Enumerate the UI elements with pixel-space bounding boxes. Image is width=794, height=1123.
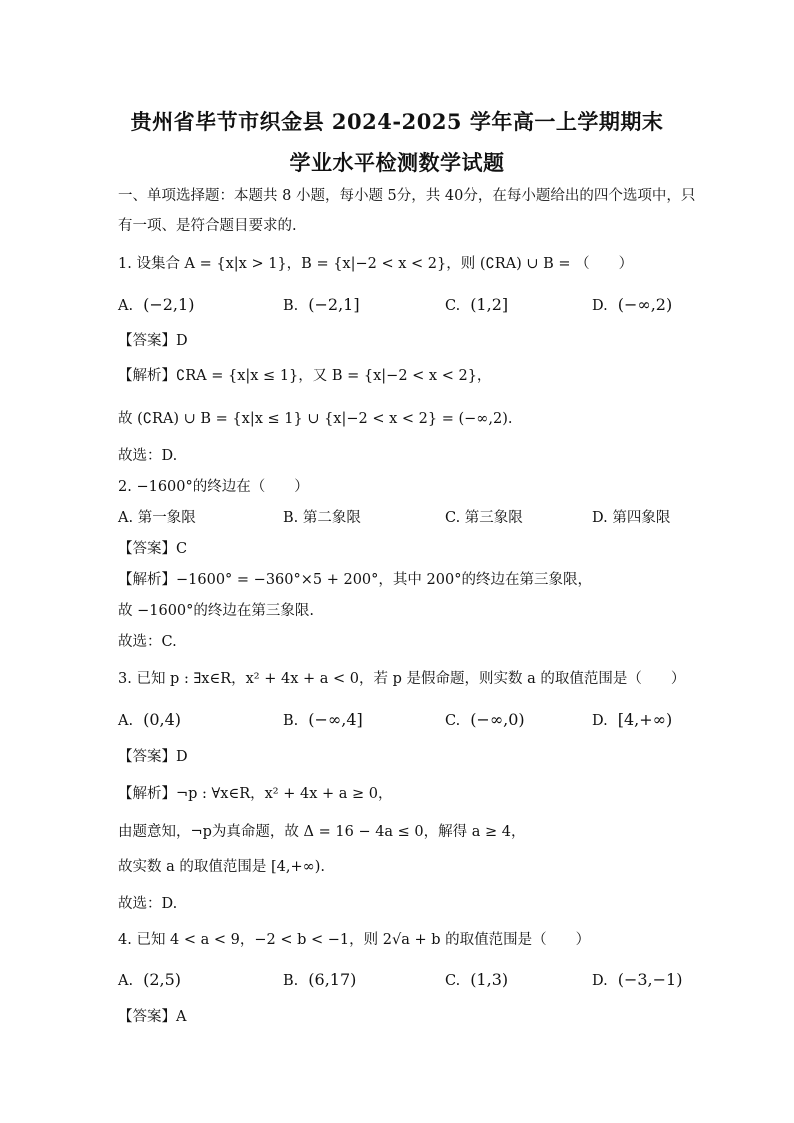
option-label: A. [118,298,134,314]
question-1-option-b [283,295,360,316]
option-value: (0,4) [143,710,182,729]
question-3-stem: 3. 已知 p : ∃x∈R，x² + 4x + a < 0，若 p 是假命题，则实数 a 的取值范围是（ ） [118,671,686,687]
option-label: C. [445,510,461,526]
question-2-option-c [445,508,523,528]
option-value: (−2,1) [143,295,195,314]
question-2-option-d [592,508,670,528]
option-label: D. [592,713,608,729]
question-2-analysis-line1: 【解析】−1600° = −360°×5 + 200°，其中 200°的终边在第三象限， [118,572,592,588]
document-title-line1: 贵州省毕节市织金县 2024-2025 学年高一上学期期末 [130,109,664,134]
question-3-choice: 故选：D. [118,896,178,912]
option-value: (−3,−1) [617,970,683,989]
document-title-line2: 学业水平检测数学试题 [289,150,505,175]
question-3-analysis-line3: 故实数 a 的取值范围是 [4,+∞). [118,859,325,875]
option-label: A. [118,713,134,729]
option-value: (−2,1] [308,295,360,314]
question-1-choice: 故选：D. [118,448,178,464]
question-2-answer: 【答案】C [118,541,188,557]
option-value: 第二象限 [302,510,361,526]
question-2-stem: 2. −1600°的终边在（ ） [118,479,309,495]
option-value: 第四象限 [612,510,671,526]
question-1-option-d [592,295,672,316]
question-4-option-b [283,970,356,991]
option-value: (−∞,2) [617,295,673,314]
question-3-option-c [445,710,525,731]
option-value: (2,5) [143,970,182,989]
question-2-analysis-line2: 故 −1600°的终边在第三象限. [118,603,315,619]
option-label: B. [283,973,299,989]
option-value: (−∞,0) [470,710,525,729]
question-1-analysis-line2: 故 (∁RA) ∪ B = {x|x ≤ 1} ∪ {x|−2 < x < 2} = (−∞,2). [118,411,513,427]
question-4-stem: 4. 已知 4 < a < 9，−2 < b < −1，则 2√a + b 的取值范围是（ ） [118,932,591,948]
option-label: B. [283,298,299,314]
question-3-option-b [283,710,363,731]
question-1-option-a [118,295,194,316]
question-4-option-a [118,970,181,991]
question-1-analysis-line1: 【解析】∁RA = {x|x ≤ 1}，又 B = {x|−2 < x < 2}， [118,368,492,384]
option-label: D. [592,973,608,989]
question-2-option-a [118,508,196,528]
option-value: (−∞,4] [308,710,363,729]
section-heading-line2: 有一项、是符合题目要求的. [118,218,297,234]
question-3-option-a [118,710,181,731]
option-label: D. [592,298,608,314]
option-label: C. [445,713,461,729]
question-1-answer: 【答案】D [118,333,188,349]
question-3-answer: 【答案】D [118,749,188,765]
option-label: B. [283,510,299,526]
option-value: 第一象限 [137,510,196,526]
option-value: 第三象限 [464,510,523,526]
section-heading-line1: 一、单项选择题：本题共 8 小题，每小题 5分，共 40分，在每小题给出的四个选项中，只 [118,188,696,204]
option-value: (1,2] [470,295,509,314]
question-4-option-c [445,970,508,991]
question-2-choice: 故选：C. [118,634,177,650]
question-2-option-b [283,508,361,528]
option-label: C. [445,973,461,989]
question-4-option-d [592,970,682,991]
option-value: (6,17) [308,970,357,989]
question-1-stem: 1. 设集合 A = {x|x > 1}，B = {x|−2 < x < 2}，则 (∁RA) ∪ B = （ ） [118,256,634,272]
option-label: A. [118,510,134,526]
question-3-option-d [592,710,672,731]
question-3-analysis-line1: 【解析】¬p : ∀x∈R，x² + 4x + a ≥ 0， [118,786,393,802]
question-3-analysis-line2: 由题意知，¬p为真命题，故 Δ = 16 − 4a ≤ 0，解得 a ≥ 4， [118,824,526,840]
option-label: B. [283,713,299,729]
option-value: (1,3) [470,970,509,989]
question-1-option-c [445,295,508,316]
option-value: [4,+∞) [617,710,673,729]
option-label: C. [445,298,461,314]
option-label: A. [118,973,134,989]
question-4-answer: 【答案】A [118,1009,187,1025]
option-label: D. [592,510,608,526]
